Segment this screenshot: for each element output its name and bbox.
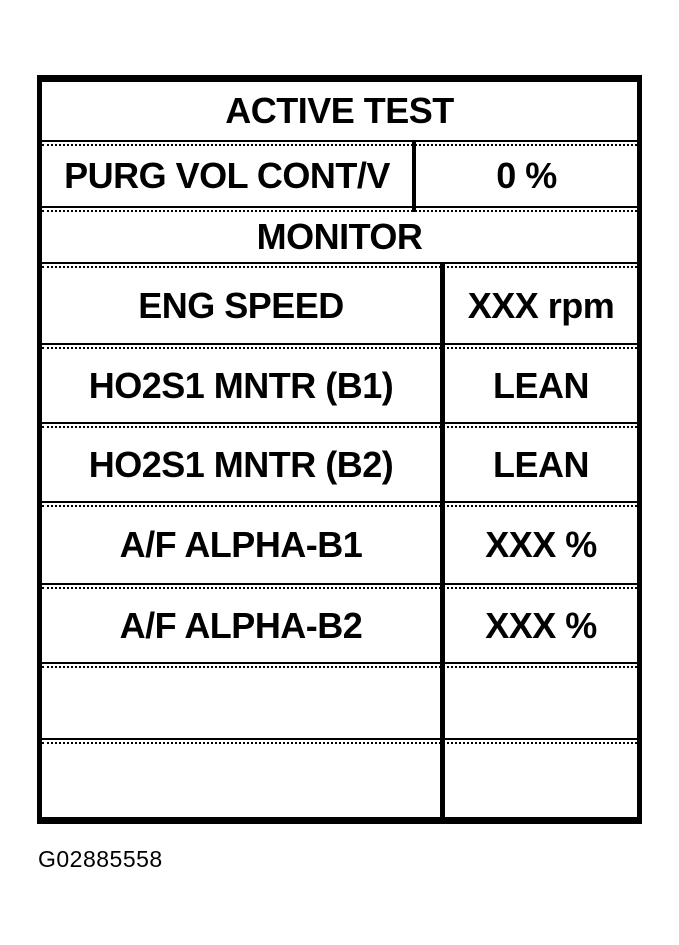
purg-row-column-divider — [412, 140, 416, 212]
monitor-row-label: A/F ALPHA-B1 — [119, 524, 363, 565]
monitor-row-label — [42, 668, 440, 738]
monitor-row-eng-speed — [42, 268, 637, 343]
monitor-row-value — [440, 668, 637, 738]
purg-vol-value: 0 % — [496, 155, 557, 196]
monitor-row-empty — [42, 744, 637, 817]
monitor-row-value: LEAN — [493, 364, 589, 406]
monitor-title: MONITOR — [256, 216, 423, 257]
active-test-title: ACTIVE TEST — [225, 90, 454, 131]
monitor-row-label: ENG SPEED — [138, 284, 344, 326]
purg-vol-row — [42, 146, 637, 206]
active-test-display-table — [37, 75, 642, 824]
monitor-row-label: HO2S1 MNTR (B1) — [88, 364, 394, 406]
monitor-column-divider — [440, 263, 445, 817]
monitor-row-value: XXX % — [485, 604, 597, 646]
monitor-row-ho2s1-b2 — [42, 428, 637, 501]
active-test-header-row — [42, 82, 637, 140]
purg-vol-label: PURG VOL CONT/V — [64, 155, 390, 196]
monitor-row-af-alpha-b1 — [42, 507, 637, 583]
monitor-row-value — [440, 744, 637, 817]
figure-id-caption: G02885558 — [38, 846, 163, 872]
monitor-row-label — [42, 744, 440, 817]
monitor-row-label: A/F ALPHA-B2 — [119, 604, 363, 646]
monitor-row-af-alpha-b2 — [42, 589, 637, 662]
monitor-row-ho2s1-b1 — [42, 349, 637, 422]
monitor-row-label: HO2S1 MNTR (B2) — [88, 443, 394, 485]
monitor-row-value: XXX % — [485, 524, 597, 565]
monitor-row-empty — [42, 668, 637, 738]
monitor-header-row — [42, 212, 637, 262]
monitor-row-value: LEAN — [493, 443, 589, 485]
monitor-row-value: XXX rpm — [467, 284, 615, 326]
